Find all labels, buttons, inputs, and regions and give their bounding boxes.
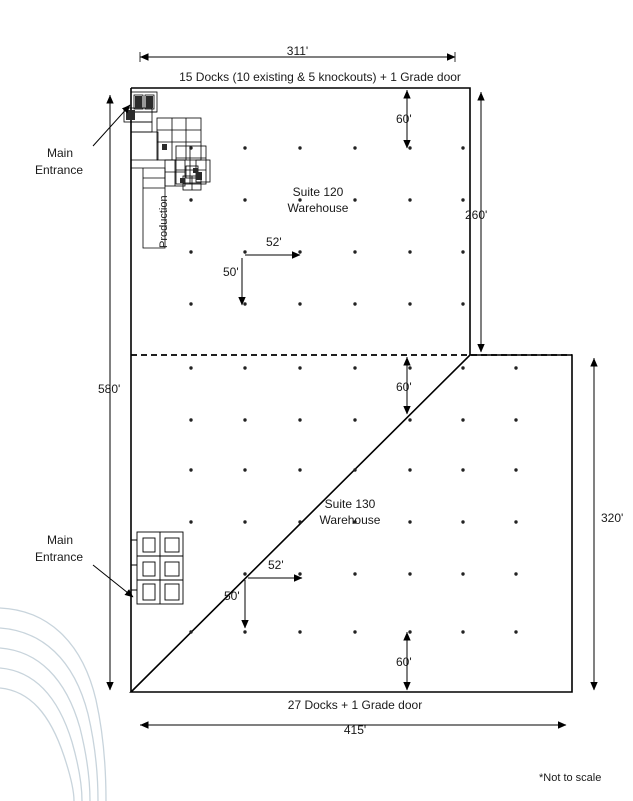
office-block-lower [131, 532, 183, 604]
dimension-left-height: 580' [98, 382, 121, 396]
dimension-suite120-depth: 260' [465, 208, 488, 222]
top-dock-note: 15 Docks (10 existing & 5 knockouts) + 1 Grade door [179, 70, 461, 84]
bottom-dock-note: 27 Docks + 1 Grade door [287, 698, 423, 712]
dimension-bay-mid: 60' [396, 380, 412, 394]
dimension-suite130-depth: 320' [601, 511, 624, 525]
road-arcs [0, 608, 106, 801]
main-entrance-lower-line1: Main [47, 533, 74, 547]
dimension-bay-upper: 60' [396, 112, 412, 126]
suite-130-type: Warehouse [319, 513, 381, 527]
dimension-lines [93, 52, 594, 725]
main-entrance-upper-line1: Main [47, 146, 74, 160]
suite-120-type: Warehouse [287, 201, 349, 215]
not-to-scale-note: *Not to scale [539, 772, 602, 784]
suite-120-name: Suite 120 [292, 185, 344, 199]
dimension-bay-bottom: 60' [396, 655, 412, 669]
production-label: Production [158, 195, 170, 248]
dimension-bottom-width: 415' [343, 723, 367, 737]
dimension-top-width: 311' [286, 44, 309, 58]
dimension-col-v-lower: 50' [224, 589, 240, 603]
dimension-col-h-upper: 52' [266, 235, 282, 249]
dimension-col-h-lower: 52' [268, 558, 284, 572]
suite-130-name: Suite 130 [324, 497, 376, 511]
dimension-col-v-upper: 50' [223, 265, 239, 279]
main-entrance-lower-line2: Entrance [35, 550, 84, 564]
main-entrance-upper-line2: Entrance [35, 163, 84, 177]
